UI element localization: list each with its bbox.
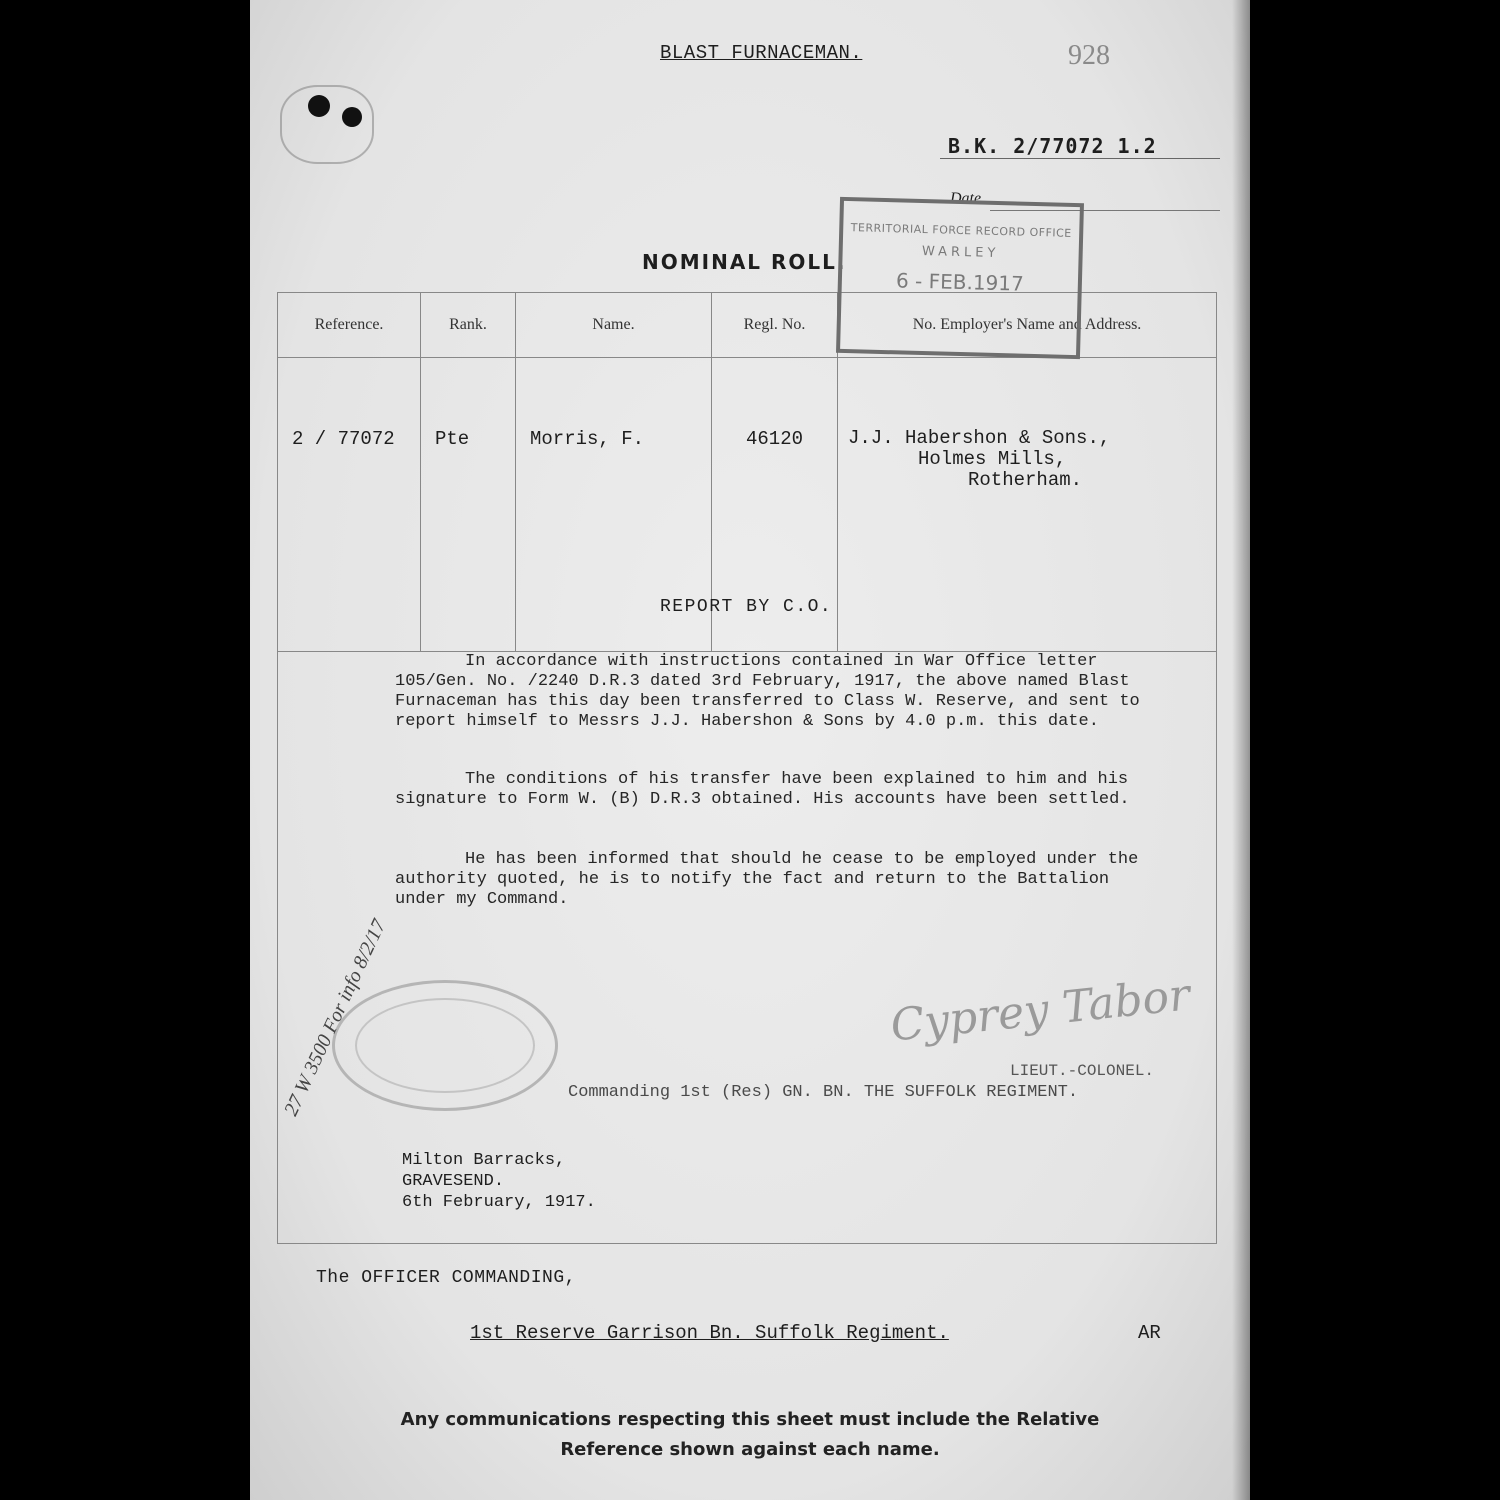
column-header: Rank.	[421, 293, 516, 358]
record-office-stamp	[836, 197, 1084, 359]
signatory-rank: LIEUT.-COLONEL.	[1010, 1062, 1155, 1080]
footer-notice	[330, 1405, 1170, 1465]
divider	[940, 158, 1220, 159]
clerk-initials: AR	[1138, 1322, 1161, 1344]
stamp-line: TERRITORIAL FORCE RECORD OFFICE	[850, 221, 1072, 240]
handwritten-signature: Cyprey Tabor	[888, 969, 1193, 1052]
origin-address	[402, 1150, 596, 1213]
punch-hole	[342, 107, 362, 127]
employer-line: J.J. Habershon & Sons.,	[848, 427, 1111, 449]
column-header: Reference.	[278, 293, 421, 358]
report-paragraph: In accordance with instructions contained in War Office letter 105/Gen. No. /2240 D.R.3 dated 3rd February, 1917, the above named Blast Furnaceman has this day been transferred to Class W. Reserve, and sent to report himself to Messrs J.J. Habershon & Sons by 4.0 p.m. this date.	[395, 652, 1140, 731]
commanding-line: Commanding 1st (Res) GN. BN. THE SUFFOLK REGIMENT.	[568, 1083, 1079, 1102]
stamp-line: WARLEY	[921, 243, 1000, 262]
column-header: Name.	[516, 293, 712, 358]
document-heading: BLAST FURNACEMAN.	[660, 42, 863, 64]
folio-number: 928	[1068, 40, 1110, 71]
document-page	[250, 0, 1250, 1500]
handwritten-annotation: 27 W 3500 For info 8/2/17	[280, 916, 391, 1120]
column-header: No. Employer's Name and Address.	[838, 293, 1217, 358]
torn-paper-mark	[280, 85, 374, 164]
report-paragraph: The conditions of his transfer have been explained to him and his signature to Form W. (B) D.R.3 obtained. His accounts have been settled.	[395, 770, 1130, 809]
footer-line: Any communications respecting this sheet must include the Relative	[400, 1409, 1100, 1430]
rank-cell: Pte	[421, 358, 516, 652]
punch-hole	[308, 95, 330, 117]
page-edge-shadow	[1232, 0, 1250, 1500]
addressee-unit: 1st Reserve Garrison Bn. Suffolk Regiment.	[470, 1322, 949, 1344]
origin-line: GRAVESEND.	[402, 1172, 505, 1191]
stamp-date: 6 - FEB.1917	[895, 268, 1025, 296]
footer-line: Reference shown against each name.	[560, 1439, 940, 1460]
bk-reference: B.K. 2/77072 1.2	[948, 134, 1157, 158]
report-title: REPORT BY C.O.	[660, 597, 833, 617]
battalion-stamp	[332, 980, 558, 1111]
addressee-line: The OFFICER COMMANDING,	[316, 1268, 576, 1288]
report-paragraph: He has been informed that should he cease to be employed under the authority quoted, he is to notify the fact and return to the Battalion under my Command.	[395, 850, 1139, 909]
roll-title: NOMINAL ROLL.	[642, 250, 847, 274]
reference-cell: 2 / 77072	[278, 358, 421, 652]
employer-line: Holmes Mills,	[918, 448, 1067, 470]
date-label: Date	[950, 190, 982, 207]
column-header: Regl. No.	[712, 293, 838, 358]
regl-no-cell: 46120	[712, 358, 838, 652]
name-cell: Morris, F.	[516, 358, 712, 652]
origin-line: Milton Barracks,	[402, 1151, 566, 1170]
employer-line: Rotherham.	[968, 469, 1083, 491]
origin-date: 6th February, 1917.	[402, 1193, 596, 1212]
